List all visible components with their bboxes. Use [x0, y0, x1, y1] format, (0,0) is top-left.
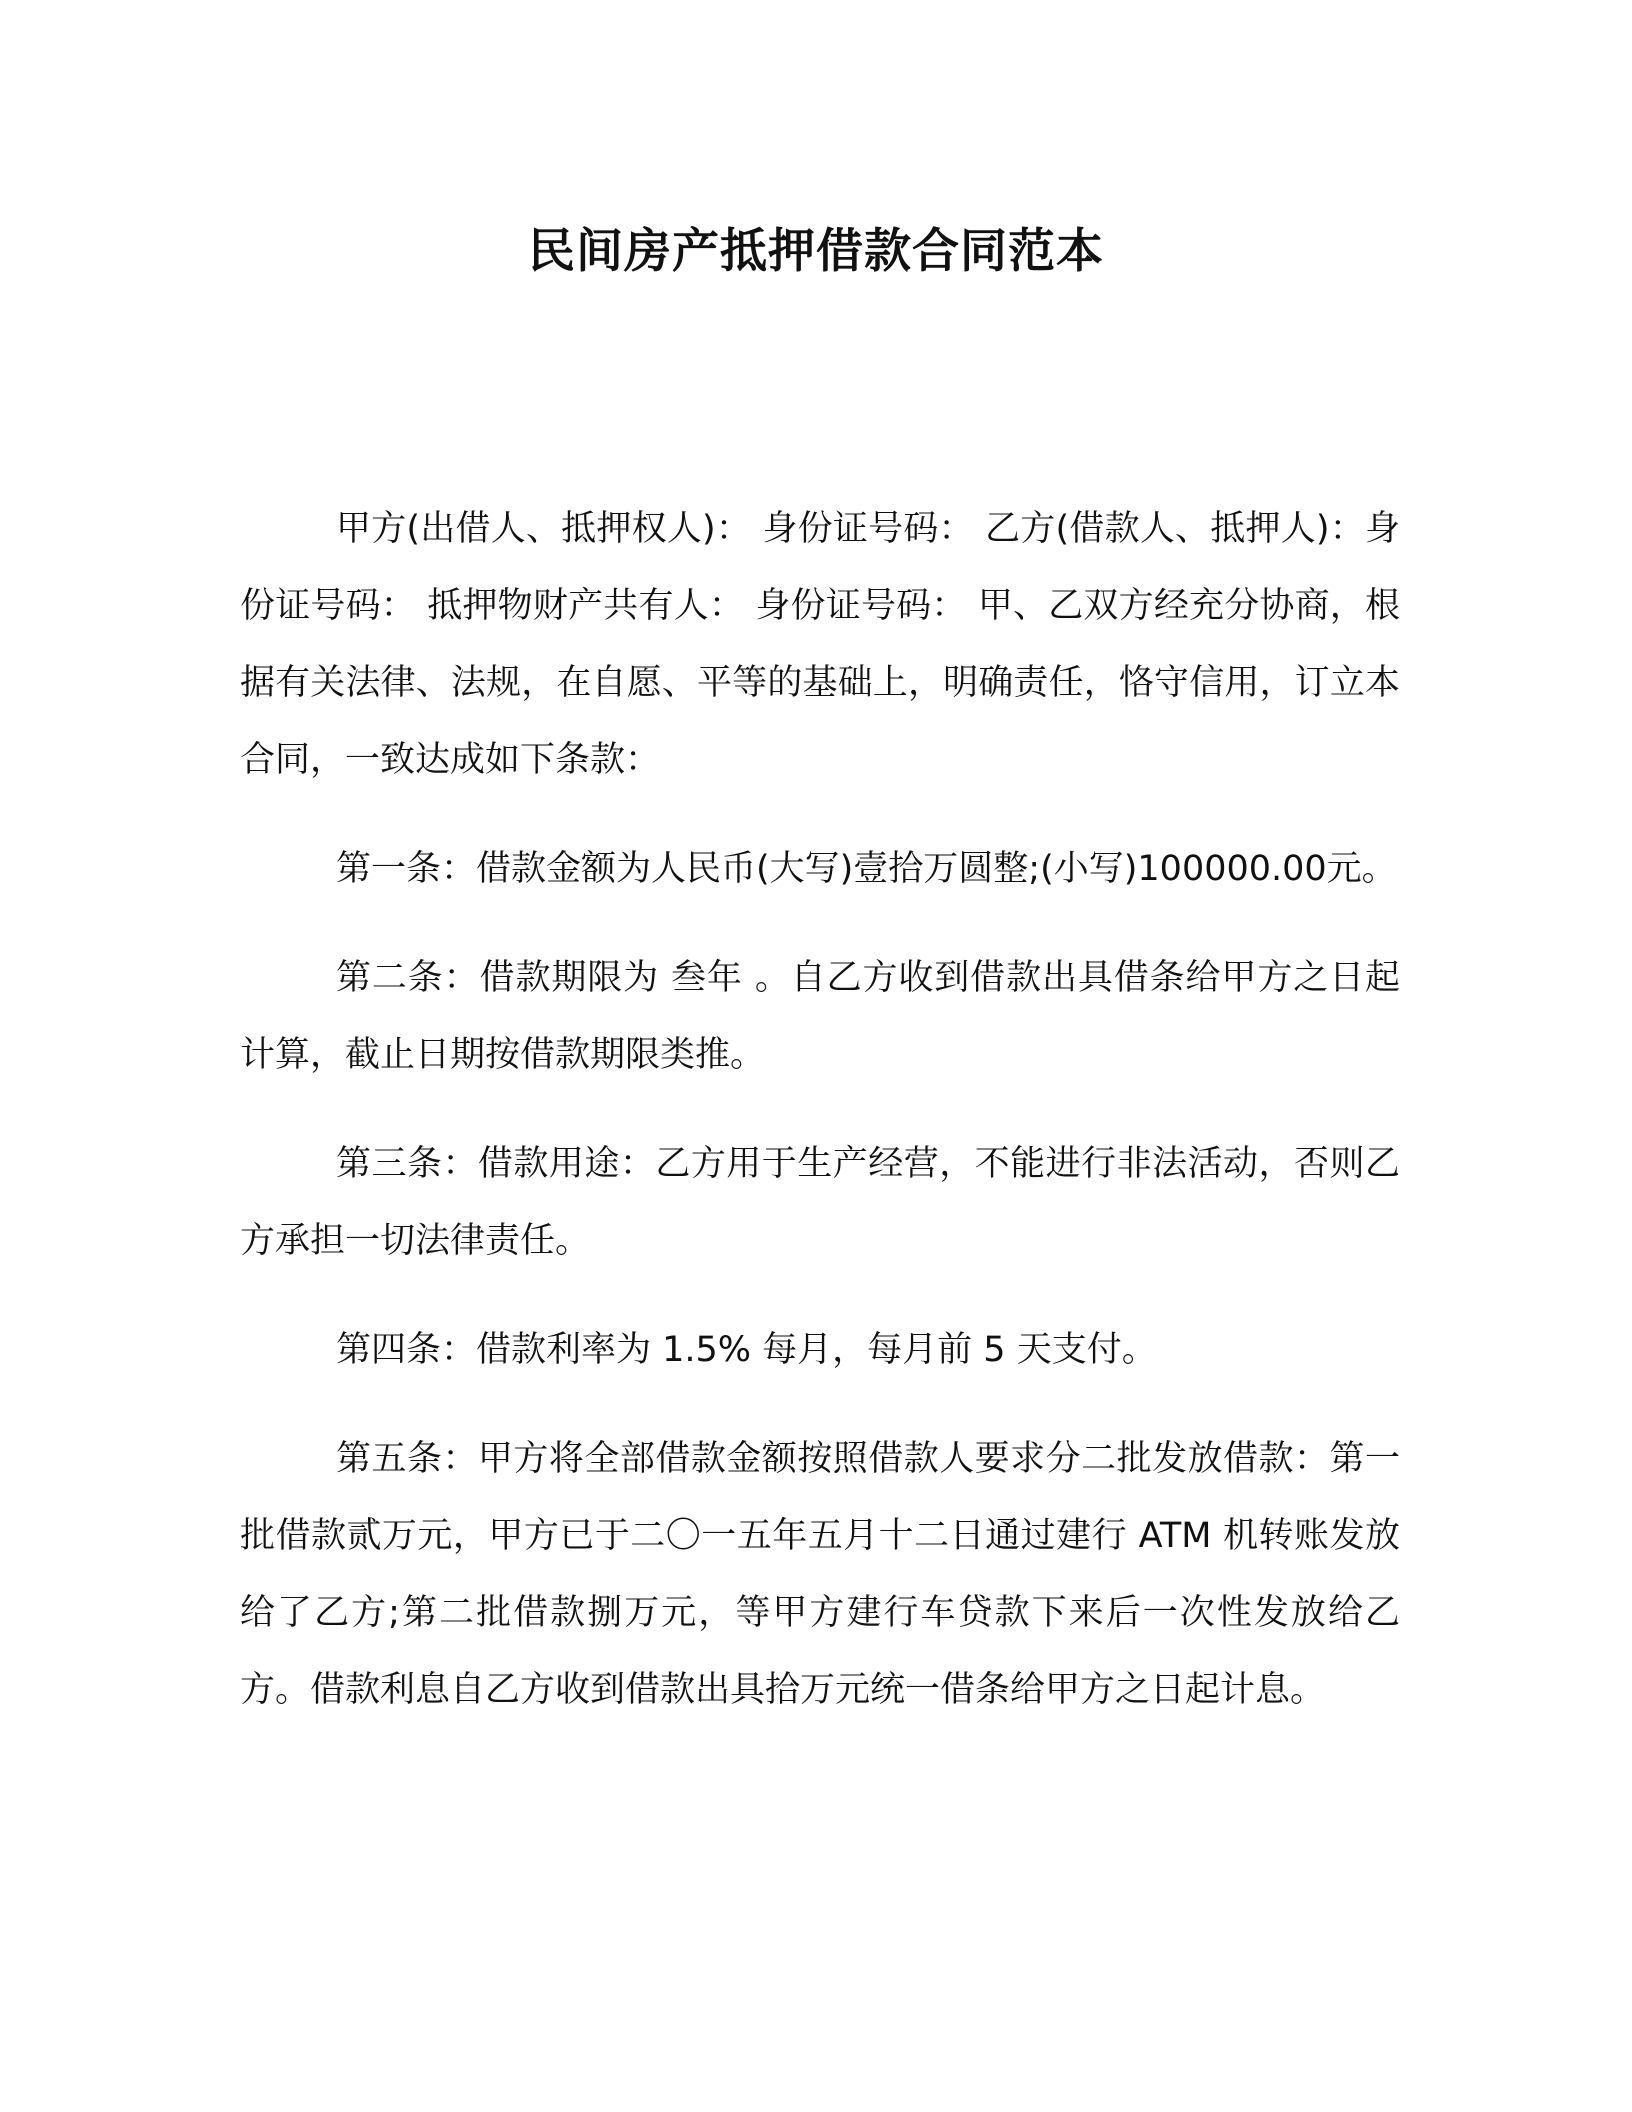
paragraph-article-4: 第四条：借款利率为 1.5% 每月，每月前 5 天支付。	[336, 1330, 1157, 1370]
document-body	[240, 491, 1400, 1761]
paragraph-article-1: 第一条：借款金额为人民币(大写)壹拾万圆整;(小写)100000.00元。	[336, 849, 1397, 889]
paragraph-article-3: 第三条：借款用途：乙方用于生产经营，不能进行非法活动，否则乙方承担一切法律责任。	[240, 1144, 1400, 1261]
paragraph-parties: 甲方(出借人、抵押权人)： 身份证号码： 乙方(借款人、抵押人)：身份证号码： 抵押物财产共有人： 身份证号码： 甲、乙双方经充分协商，根据有关法律、法规，在自愿、平等的基础上，明确责任，恪守信用，订立本合同，一致达成如下条款：	[240, 509, 1400, 780]
document-title: 民间房产抵押借款合同范本	[528, 224, 1104, 279]
paragraph-article-5: 第五条：甲方将全部借款金额按照借款人要求分二批发放借款：第一批借款贰万元，甲方已于二〇一五年五月十二日通过建行 ATM 机转账发放给了乙方;第二批借款捌万元，等甲方建行车贷款下来后一次性发放给乙方。借款利息自乙方收到借款出具拾万元统一借条给甲方之日起计息。	[240, 1439, 1400, 1710]
paragraph-article-2: 第二条：借款期限为 叁年 。自乙方收到借款出具借条给甲方之日起计算，截止日期按借款期限类推。	[240, 958, 1400, 1075]
